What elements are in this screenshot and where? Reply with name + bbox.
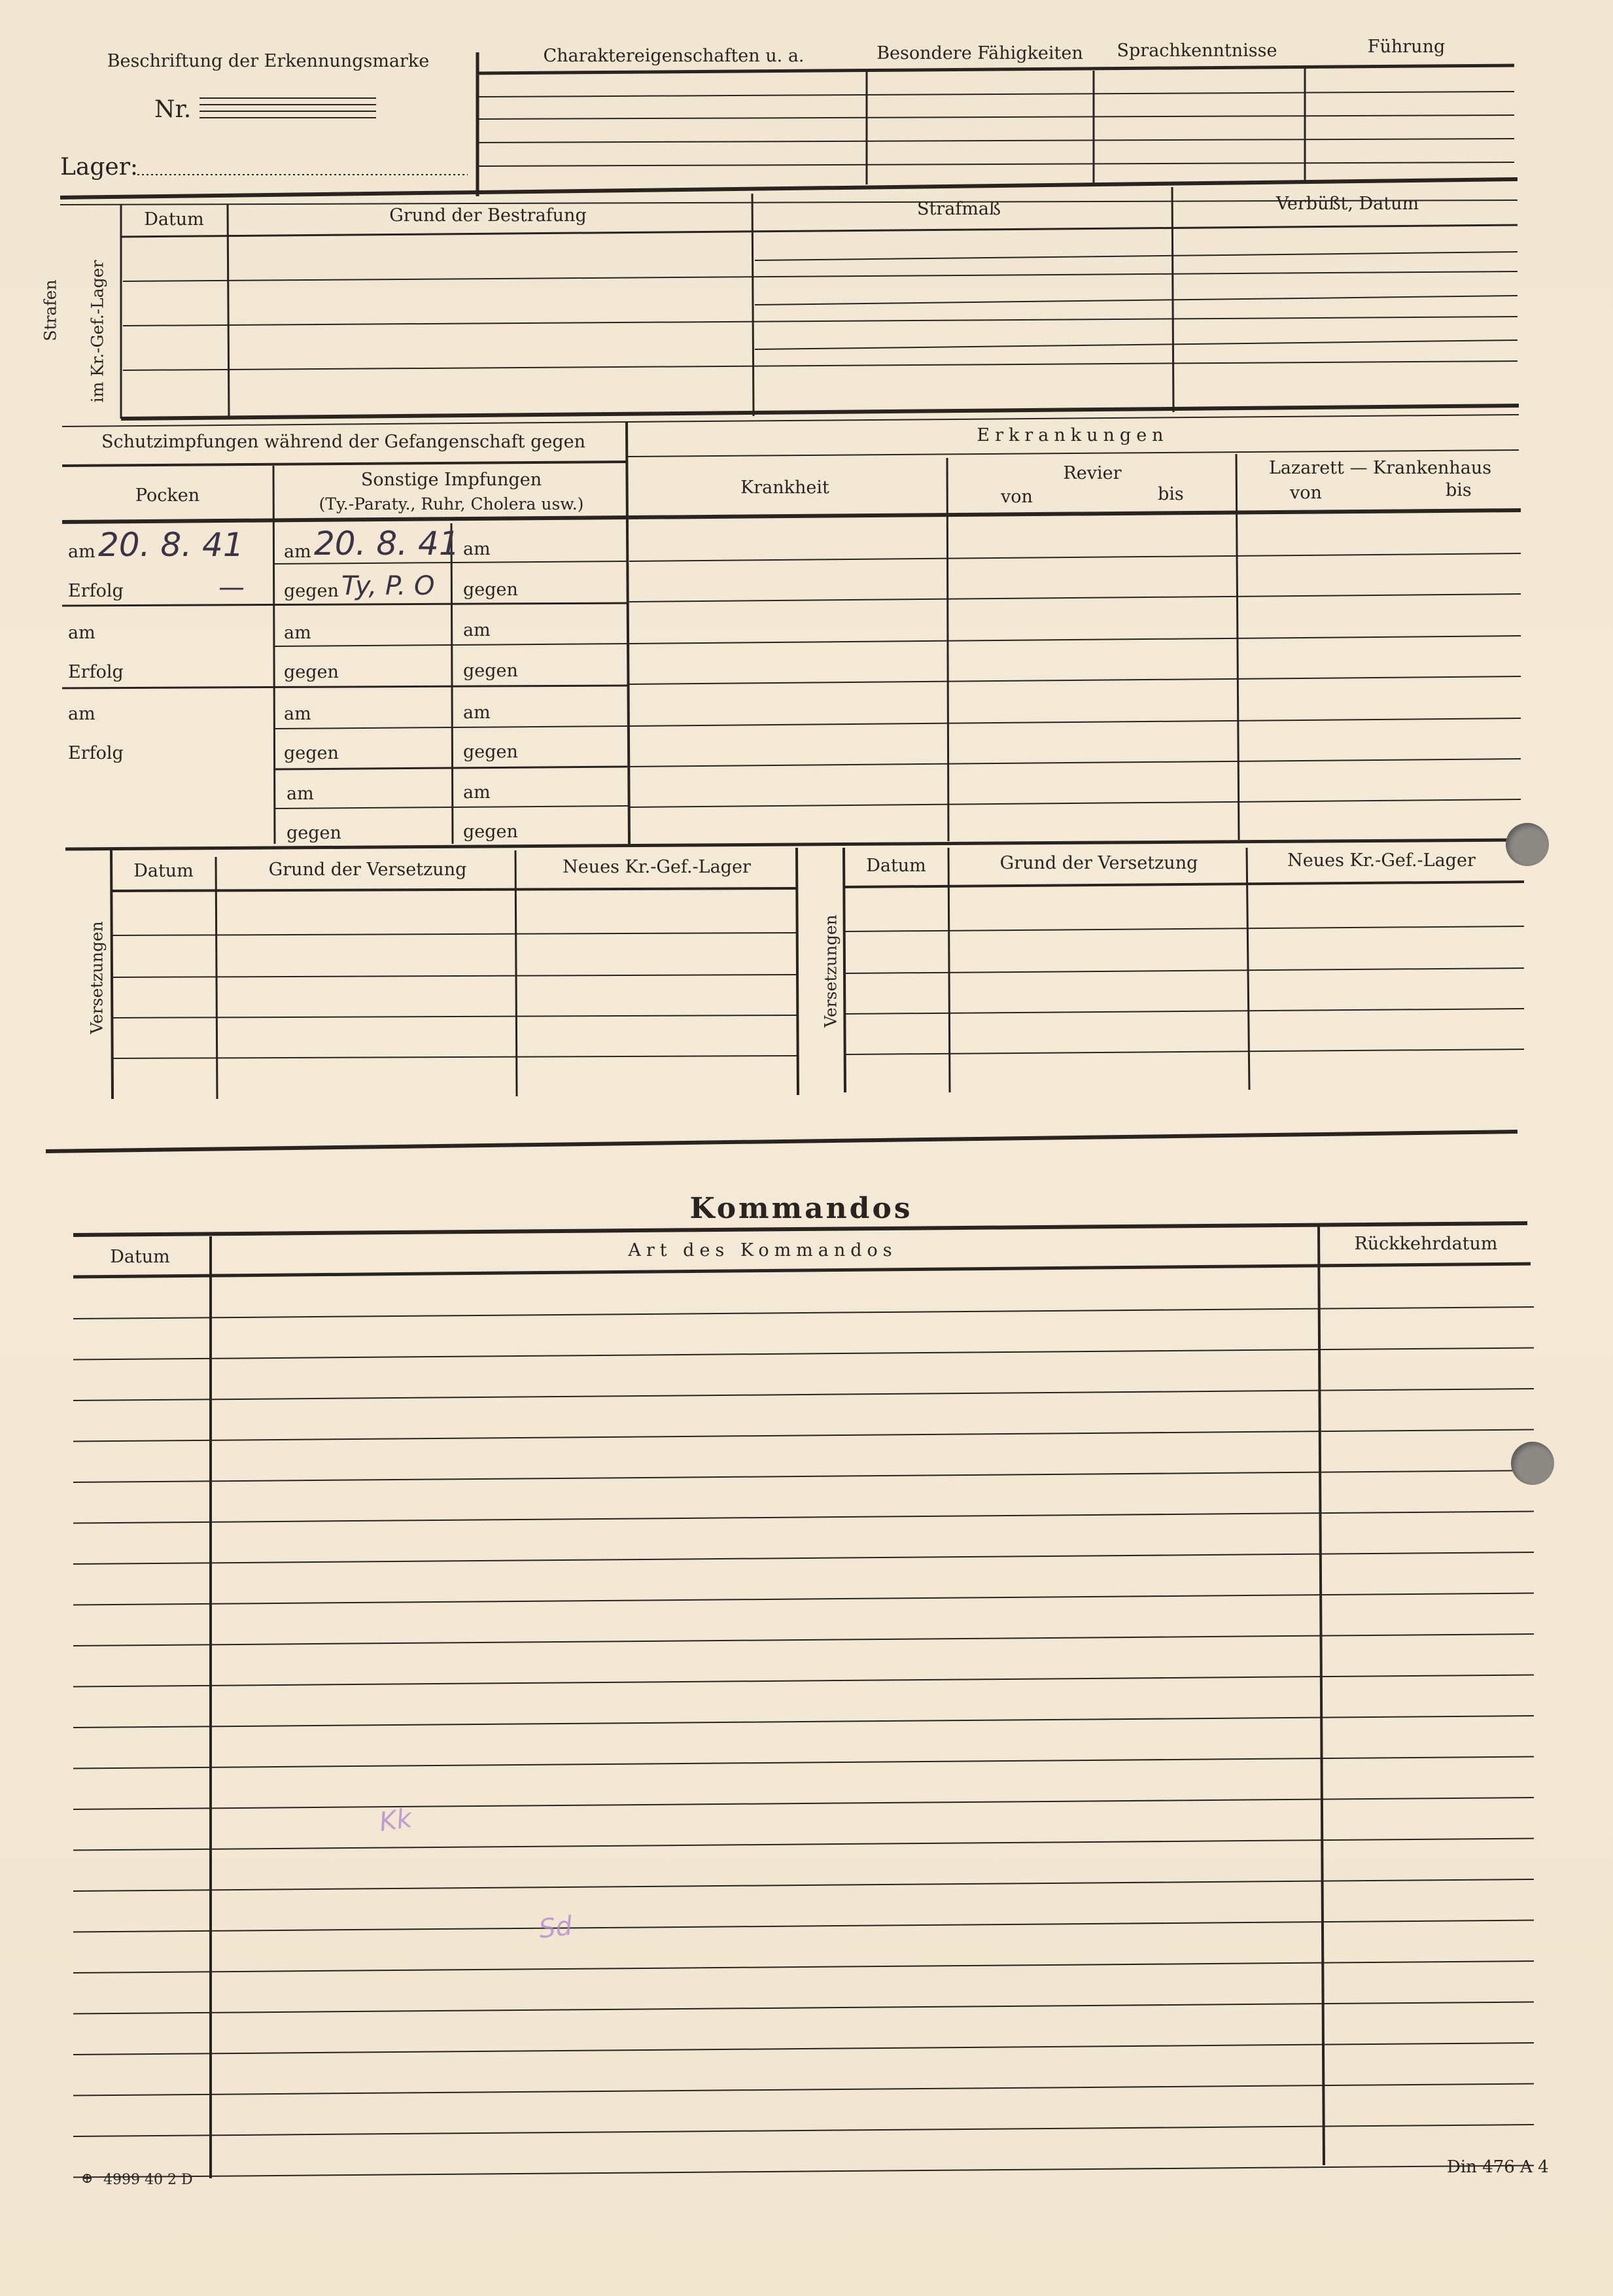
- kommando-row-line: [73, 1389, 1534, 1400]
- sonstige2-am-4: am: [463, 782, 491, 803]
- kommando-row-line: [73, 2125, 1534, 2136]
- kommando-row-line: [73, 1512, 1534, 1523]
- kommando-row-line: [73, 1470, 1534, 1482]
- revier-bis: bis: [1158, 484, 1184, 504]
- sonstige2-gegen-3: gegen: [463, 742, 518, 762]
- strafen-verbuesst-header: Verbüßt, Datum: [1275, 194, 1419, 214]
- strafen-datum-header: Datum: [144, 209, 204, 230]
- revier-von: von: [1001, 487, 1033, 507]
- impfungen-sonstige-sub: (Ty.-Paraty., Ruhr, Cholera usw.): [319, 495, 584, 513]
- kommando-row-line: [73, 1921, 1534, 1932]
- sonstige2-gegen-2: gegen: [463, 661, 518, 681]
- pocken-date-entry: 20. 8. 41: [98, 526, 244, 564]
- versetzungen-datum-header-1: Datum: [133, 861, 194, 881]
- sonstige2-am-1: am: [463, 539, 491, 559]
- sonstige-gegen-entry: Ty, P. O: [341, 571, 435, 601]
- sonstige-am-2: am: [284, 623, 311, 643]
- fuehrung-header: Führung: [1367, 37, 1446, 57]
- kommando-row-line: [73, 2043, 1534, 2055]
- kommando-row-line: [73, 1798, 1534, 1809]
- pocken-am-1: am: [68, 542, 95, 562]
- revier-header: Revier: [1063, 463, 1122, 483]
- kommando-row-line: [73, 1552, 1534, 1564]
- violet-stamp-1: Kk: [377, 1803, 414, 1838]
- print-code-icon: ⊕: [81, 2170, 94, 2187]
- lazarett-von: von: [1290, 483, 1322, 503]
- versetzungen-lager-header-1: Neues Kr.-Gef.-Lager: [563, 857, 751, 877]
- violet-stamp-2: Sd: [537, 1911, 574, 1945]
- pocken-erfolg-3: Erfolg: [68, 743, 124, 763]
- kommando-row-line: [73, 1307, 1534, 1319]
- kommando-row-line: [73, 1675, 1534, 1687]
- versetzungen-side-label-2: Versetzungen: [821, 914, 841, 1028]
- sonstige-am-4: am: [286, 784, 314, 804]
- kommandos-rueckkehr-header: Rückkehrdatum: [1354, 1234, 1498, 1254]
- punch-hole-lower: [1511, 1442, 1554, 1485]
- pocken-am-3: am: [68, 704, 95, 724]
- sonstige-date-entry: 20. 8. 41: [314, 525, 460, 563]
- pocken-am-2: am: [68, 623, 95, 643]
- kommando-row-line: [73, 2166, 1534, 2178]
- kommando-row-line: [73, 1634, 1534, 1646]
- impfungen-pocken-header: Pocken: [135, 485, 200, 506]
- kommando-row-line: [73, 1716, 1534, 1728]
- nr-label: Nr.: [154, 96, 192, 123]
- sprachen-header: Sprachkenntnisse: [1117, 41, 1277, 61]
- sonstige-gegen-1: gegen: [284, 581, 339, 601]
- punch-hole-upper: [1506, 823, 1549, 866]
- kommando-row-line: [73, 2002, 1534, 2014]
- strafen-side-label: Strafen: [41, 279, 60, 341]
- kommando-row-line: [73, 1839, 1534, 1851]
- kommando-row-line: [73, 1593, 1534, 1605]
- pocken-erfolg-2: Erfolg: [68, 662, 124, 682]
- kommando-row-line: [73, 1961, 1534, 1973]
- sonstige-am-3: am: [284, 704, 311, 724]
- versetzungen-grund-header-2: Grund der Versetzung: [999, 853, 1198, 873]
- sonstige-am-1: am: [284, 542, 311, 562]
- sonstige2-am-2: am: [463, 620, 491, 640]
- pocken-erfolg-1: Erfolg: [68, 581, 124, 601]
- erkrankungen-title: Erkrankungen: [977, 425, 1169, 445]
- versetzungen-grund-header-1: Grund der Versetzung: [268, 860, 467, 880]
- lazarett-bis: bis: [1446, 480, 1472, 500]
- strafen-side-label-lager: im Kr.-Gef.-Lager: [88, 260, 107, 403]
- kommandos-title: Kommandos: [689, 1192, 913, 1225]
- sonstige-gegen-3: gegen: [284, 743, 339, 763]
- kommandos-datum-header: Datum: [110, 1247, 170, 1267]
- impfungen-title: Schutzimpfungen während der Gefangenschaft gegen: [101, 432, 585, 452]
- versetzungen-side-label-1: Versetzungen: [87, 921, 107, 1034]
- kommando-row-line: [73, 1879, 1534, 1891]
- sonstige-gegen-4: gegen: [286, 823, 341, 843]
- sonstige-gegen-2: gegen: [284, 662, 339, 682]
- krankheit-header: Krankheit: [740, 478, 829, 498]
- sonstige2-am-3: am: [463, 703, 491, 723]
- kommando-row-line: [73, 1757, 1534, 1769]
- impfungen-sonstige-header: Sonstige Impfungen: [360, 470, 542, 490]
- pocken-erfolg-entry: —: [218, 572, 245, 602]
- lager-label: Lager:: [60, 154, 139, 181]
- strafen-grund-header: Grund der Bestrafung: [389, 205, 587, 226]
- kommandos-art-header: Art des Kommandos: [628, 1240, 897, 1261]
- strafen-strafmass-header: Strafmaß: [916, 199, 1001, 219]
- sonstige2-gegen-1: gegen: [463, 580, 518, 600]
- lazarett-header: Lazarett — Krankenhaus: [1268, 458, 1492, 478]
- sonstige2-gegen-4: gegen: [463, 822, 518, 842]
- kommando-row-line: [73, 2084, 1534, 2096]
- print-code: 4999 40 2 D: [103, 2172, 193, 2188]
- charakter-header: Charaktereigenschaften u. a.: [543, 46, 805, 66]
- kommando-row-line: [73, 1430, 1534, 1442]
- erkennungsmarke-label: Beschriftung der Erkennungsmarke: [107, 51, 430, 71]
- versetzungen-datum-header-2: Datum: [866, 856, 926, 876]
- faehigkeiten-header: Besondere Fähigkeiten: [876, 43, 1083, 63]
- din-label: Din 476 A 4: [1447, 2157, 1549, 2177]
- versetzungen-lager-header-2: Neues Kr.-Gef.-Lager: [1287, 850, 1476, 871]
- kommando-row-line: [73, 1348, 1534, 1360]
